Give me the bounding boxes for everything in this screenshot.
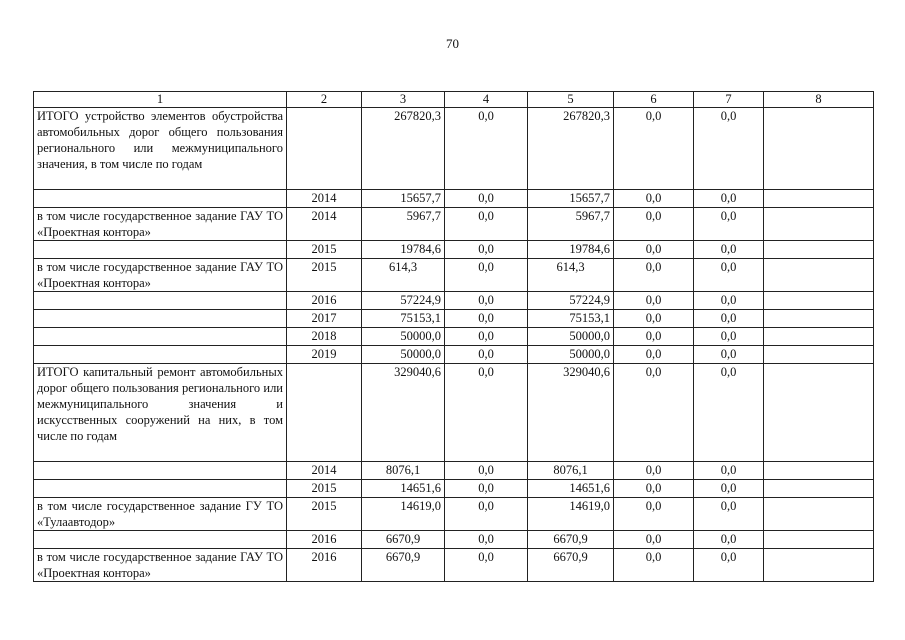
row-value-col3: 14651,6 [362, 480, 445, 498]
row-value-col6: 0,0 [614, 364, 694, 462]
header-col-2: 2 [287, 92, 362, 108]
row-value-col7: 0,0 [694, 346, 764, 364]
row-value-col5: 19784,6 [528, 241, 614, 259]
row-value-col7: 0,0 [694, 108, 764, 190]
row-value-col6: 0,0 [614, 462, 694, 480]
row-value-col8 [764, 292, 874, 310]
row-value-col4: 0,0 [445, 259, 528, 292]
row-value-col8 [764, 462, 874, 480]
header-col-7: 7 [694, 92, 764, 108]
table-row [34, 108, 874, 190]
row-description: ИТОГО устройство элементов обустройства автомобильных дорог общего пользования регионального или межмуниципального значения, в том числе по годам [34, 108, 287, 190]
table-row [34, 259, 874, 292]
row-value-col5: 14619,0 [528, 498, 614, 531]
row-value-col6: 0,0 [614, 480, 694, 498]
row-year: 2014 [287, 208, 362, 241]
row-year: 2014 [287, 462, 362, 480]
row-description [34, 292, 287, 310]
row-value-col5: 50000,0 [528, 346, 614, 364]
row-description: в том числе государственное задание ГАУ ТО «Проектная контора» [34, 259, 287, 292]
row-value-col4: 0,0 [445, 108, 528, 190]
row-value-col3: 15657,7 [362, 190, 445, 208]
row-value-col4: 0,0 [445, 241, 528, 259]
table-row [34, 241, 874, 259]
row-value-col5: 267820,3 [528, 108, 614, 190]
row-description [34, 190, 287, 208]
row-year: 2015 [287, 241, 362, 259]
row-value-col7: 0,0 [694, 208, 764, 241]
row-value-col4: 0,0 [445, 480, 528, 498]
row-value-col6: 0,0 [614, 531, 694, 549]
row-value-col6: 0,0 [614, 328, 694, 346]
row-value-col4: 0,0 [445, 328, 528, 346]
row-value-col3: 19784,6 [362, 241, 445, 259]
row-value-col7: 0,0 [694, 531, 764, 549]
table-row [34, 346, 874, 364]
row-value-col5: 6670,9 [528, 549, 614, 582]
row-value-col4: 0,0 [445, 462, 528, 480]
row-year [287, 108, 362, 190]
header-col-3: 3 [362, 92, 445, 108]
row-value-col7: 0,0 [694, 498, 764, 531]
row-value-col8 [764, 480, 874, 498]
row-value-col6: 0,0 [614, 208, 694, 241]
row-value-col8 [764, 364, 874, 462]
row-value-col6: 0,0 [614, 190, 694, 208]
row-description: ИТОГО капитальный ремонт автомобильных дорог общего пользования регионального или межмуниципального значения и искусственных сооружений на них, в том числе по годам [34, 364, 287, 462]
row-value-col3: 329040,6 [362, 364, 445, 462]
row-value-col7: 0,0 [694, 241, 764, 259]
row-description [34, 328, 287, 346]
row-value-col7: 0,0 [694, 292, 764, 310]
row-value-col3: 614,3 [362, 259, 445, 292]
row-value-col8 [764, 108, 874, 190]
row-value-col4: 0,0 [445, 531, 528, 549]
header-col-5: 5 [528, 92, 614, 108]
row-value-col7: 0,0 [694, 310, 764, 328]
header-col-8: 8 [764, 92, 874, 108]
row-value-col8 [764, 208, 874, 241]
row-year: 2016 [287, 292, 362, 310]
row-value-col5: 75153,1 [528, 310, 614, 328]
row-description: в том числе государственное задание ГАУ ТО «Проектная контора» [34, 208, 287, 241]
row-value-col8 [764, 549, 874, 582]
table-row [34, 190, 874, 208]
row-value-col6: 0,0 [614, 498, 694, 531]
row-year [287, 364, 362, 462]
row-value-col4: 0,0 [445, 498, 528, 531]
row-year: 2015 [287, 259, 362, 292]
row-value-col6: 0,0 [614, 108, 694, 190]
row-value-col3: 57224,9 [362, 292, 445, 310]
row-value-col4: 0,0 [445, 208, 528, 241]
row-value-col3: 14619,0 [362, 498, 445, 531]
row-value-col7: 0,0 [694, 462, 764, 480]
row-value-col6: 0,0 [614, 310, 694, 328]
row-value-col8 [764, 259, 874, 292]
row-value-col4: 0,0 [445, 310, 528, 328]
row-description [34, 346, 287, 364]
row-value-col5: 5967,7 [528, 208, 614, 241]
row-value-col4: 0,0 [445, 190, 528, 208]
table-row [34, 480, 874, 498]
table-row [34, 208, 874, 241]
header-col-1: 1 [34, 92, 287, 108]
row-value-col5: 6670,9 [528, 531, 614, 549]
table-row [34, 310, 874, 328]
table-row [34, 498, 874, 531]
table-row [34, 364, 874, 462]
header-col-6: 6 [614, 92, 694, 108]
row-value-col5: 57224,9 [528, 292, 614, 310]
row-value-col7: 0,0 [694, 328, 764, 346]
row-value-col5: 50000,0 [528, 328, 614, 346]
row-value-col3: 6670,9 [362, 549, 445, 582]
row-value-col3: 50000,0 [362, 328, 445, 346]
row-year: 2017 [287, 310, 362, 328]
row-value-col4: 0,0 [445, 346, 528, 364]
row-description [34, 310, 287, 328]
budget-table [33, 91, 874, 582]
row-value-col4: 0,0 [445, 364, 528, 462]
table-row [34, 531, 874, 549]
page-number: 70 [446, 36, 459, 51]
row-value-col7: 0,0 [694, 364, 764, 462]
row-value-col5: 15657,7 [528, 190, 614, 208]
row-value-col3: 50000,0 [362, 346, 445, 364]
row-value-col3: 5967,7 [362, 208, 445, 241]
row-value-col3: 267820,3 [362, 108, 445, 190]
row-description [34, 531, 287, 549]
row-description: в том числе государственное задание ГУ ТО «Тулаавтодор» [34, 498, 287, 531]
row-value-col8 [764, 328, 874, 346]
row-value-col7: 0,0 [694, 259, 764, 292]
row-value-col6: 0,0 [614, 346, 694, 364]
table-row [34, 549, 874, 582]
row-value-col5: 329040,6 [528, 364, 614, 462]
row-value-col6: 0,0 [614, 549, 694, 582]
row-value-col8 [764, 241, 874, 259]
row-value-col5: 14651,6 [528, 480, 614, 498]
row-year: 2015 [287, 480, 362, 498]
row-value-col5: 8076,1 [528, 462, 614, 480]
row-year: 2014 [287, 190, 362, 208]
row-value-col4: 0,0 [445, 549, 528, 582]
row-value-col8 [764, 310, 874, 328]
row-value-col5: 614,3 [528, 259, 614, 292]
row-year: 2016 [287, 549, 362, 582]
table-row [34, 292, 874, 310]
row-value-col8 [764, 531, 874, 549]
row-description [34, 462, 287, 480]
row-value-col8 [764, 190, 874, 208]
row-year: 2019 [287, 346, 362, 364]
row-value-col7: 0,0 [694, 480, 764, 498]
row-value-col7: 0,0 [694, 549, 764, 582]
row-year: 2018 [287, 328, 362, 346]
row-value-col7: 0,0 [694, 190, 764, 208]
row-value-col3: 6670,9 [362, 531, 445, 549]
row-value-col6: 0,0 [614, 259, 694, 292]
row-year: 2016 [287, 531, 362, 549]
row-year: 2015 [287, 498, 362, 531]
row-description [34, 480, 287, 498]
table-header-row [34, 92, 874, 108]
row-value-col8 [764, 498, 874, 531]
header-col-4: 4 [445, 92, 528, 108]
row-description [34, 241, 287, 259]
row-value-col6: 0,0 [614, 241, 694, 259]
row-value-col6: 0,0 [614, 292, 694, 310]
row-value-col8 [764, 346, 874, 364]
row-description: в том числе государственное задание ГАУ ТО «Проектная контора» [34, 549, 287, 582]
row-value-col3: 75153,1 [362, 310, 445, 328]
table-row [34, 328, 874, 346]
row-value-col3: 8076,1 [362, 462, 445, 480]
row-value-col4: 0,0 [445, 292, 528, 310]
table-row [34, 462, 874, 480]
